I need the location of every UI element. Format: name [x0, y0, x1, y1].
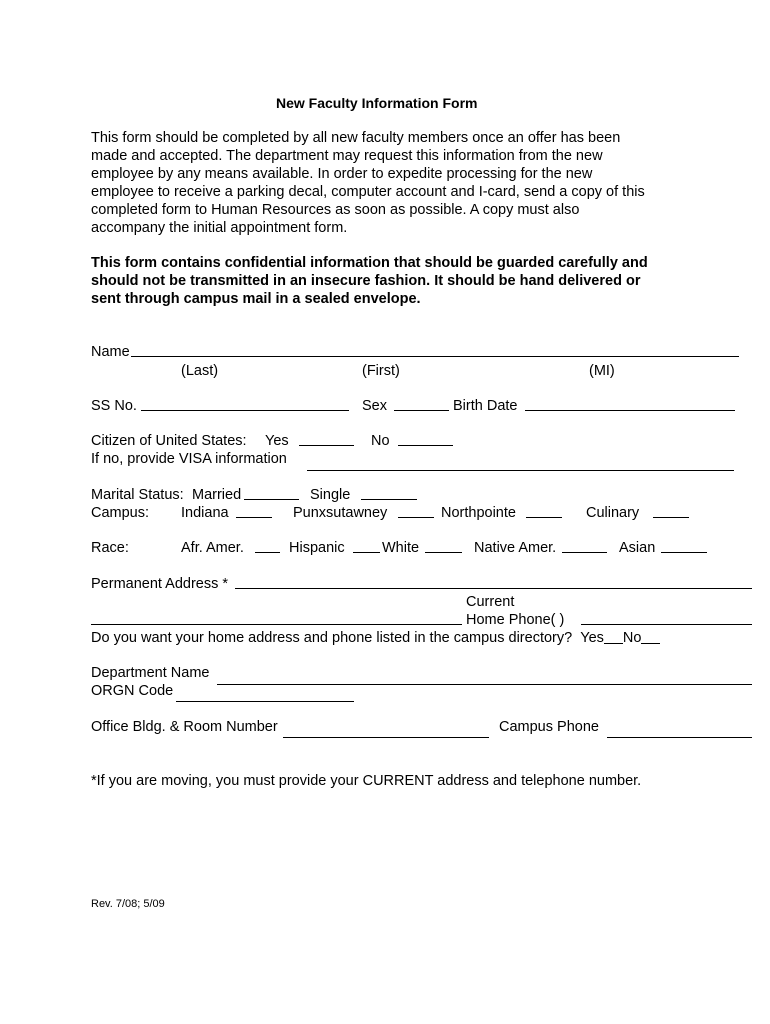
intro-line: made and accepted. The department may request this information from the new: [91, 148, 603, 164]
culinary-input-line[interactable]: [653, 517, 689, 518]
marital-status-label: Marital Status:: [91, 487, 184, 503]
orgn-code-label: ORGN Code: [91, 683, 174, 699]
first-name-caption: (First): [362, 363, 400, 379]
office-label: Office Bldg. & Room Number: [91, 719, 278, 735]
department-name-input-line[interactable]: [217, 684, 752, 685]
birth-date-label: Birth Date: [453, 398, 518, 414]
directory-no-input-line[interactable]: [641, 643, 660, 644]
visa-label: If no, provide VISA information: [91, 451, 287, 467]
intro-line: completed form to Human Resources as soon as possible. A copy must also: [91, 202, 580, 218]
hispanic-input-line[interactable]: [353, 552, 380, 553]
form-title: New Faculty Information Form: [276, 95, 478, 111]
ssn-label: SS No.: [91, 398, 137, 414]
citizen-label: Citizen of United States:: [91, 433, 247, 449]
directory-yes-input-line[interactable]: [604, 643, 623, 644]
birth-date-input-line[interactable]: [525, 410, 735, 411]
asian-input-line[interactable]: [661, 552, 707, 553]
race-label: Race:: [91, 540, 129, 556]
culinary-label: Culinary: [586, 505, 640, 521]
married-input-line[interactable]: [244, 499, 299, 500]
directory-question-text: Do you want your home address and phone listed in the campus directory?: [91, 630, 573, 646]
intro-line: This form should be completed by all new faculty members once an offer has been: [91, 130, 621, 146]
intro-line: accompany the initial appointment form.: [91, 220, 348, 236]
name-label: Name: [91, 344, 130, 360]
warning-line: sent through campus mail in a sealed envelope.: [91, 291, 421, 307]
native-amer-label: Native Amer.: [474, 540, 557, 556]
warning-line: This form contains confidential information that should be guarded carefully and: [91, 255, 648, 271]
permanent-address-input-line[interactable]: [235, 588, 752, 589]
indiana-input-line[interactable]: [236, 517, 272, 518]
hispanic-label: Hispanic: [289, 540, 345, 556]
sex-label: Sex: [362, 398, 387, 414]
asian-label: Asian: [619, 540, 656, 556]
orgn-code-input-line[interactable]: [176, 701, 354, 702]
native-amer-input-line[interactable]: [562, 552, 607, 553]
afr-amer-label: Afr. Amer.: [181, 540, 244, 556]
northpointe-label: Northpointe: [441, 505, 516, 521]
department-name-label: Department Name: [91, 665, 210, 681]
married-label: Married: [192, 487, 242, 503]
white-input-line[interactable]: [425, 552, 462, 553]
northpointe-input-line[interactable]: [526, 517, 562, 518]
home-phone-input-line[interactable]: [581, 624, 752, 625]
permanent-address-label: Permanent Address *: [91, 576, 229, 592]
citizen-yes-label: Yes: [265, 433, 289, 449]
single-label: Single: [310, 487, 351, 503]
name-input-line[interactable]: [131, 356, 739, 357]
afr-amer-input-line[interactable]: [255, 552, 280, 553]
last-name-caption: (Last): [181, 363, 219, 379]
citizen-no-input-line[interactable]: [398, 445, 453, 446]
punxsutawney-label: Punxsutawney: [293, 505, 388, 521]
warning-line: should not be transmitted in an insecure fashion. It should be hand delivered or: [91, 273, 641, 289]
directory-yes-label: Yes: [580, 630, 604, 646]
middle-initial-caption: (MI): [589, 363, 615, 379]
single-input-line[interactable]: [361, 499, 417, 500]
moving-footnote: *If you are moving, you must provide your CURRENT address and telephone number.: [91, 773, 642, 789]
home-phone-label: Home Phone( ): [466, 612, 565, 628]
campus-phone-input-line[interactable]: [607, 737, 752, 738]
campus-phone-label: Campus Phone: [499, 719, 599, 735]
indiana-label: Indiana: [181, 505, 229, 521]
intro-line: employee by any means available. In order to expedite processing for the new: [91, 166, 593, 182]
ssn-input-line[interactable]: [141, 410, 349, 411]
sex-input-line[interactable]: [394, 410, 449, 411]
intro-line: employee to receive a parking decal, computer account and I-card, send a copy of this: [91, 184, 645, 200]
citizen-no-label: No: [371, 433, 390, 449]
punxsutawney-input-line[interactable]: [398, 517, 434, 518]
directory-no-label: No: [622, 630, 642, 646]
address-second-input-line[interactable]: [91, 624, 462, 625]
citizen-yes-input-line[interactable]: [299, 445, 354, 446]
white-label: White: [382, 540, 420, 556]
revision-date: Rev. 7/08; 5/09: [91, 898, 165, 910]
current-label: Current: [466, 594, 515, 610]
directory-question: [91, 629, 660, 647]
campus-label: Campus:: [91, 505, 150, 521]
office-input-line[interactable]: [283, 737, 489, 738]
visa-input-line[interactable]: [307, 470, 734, 471]
